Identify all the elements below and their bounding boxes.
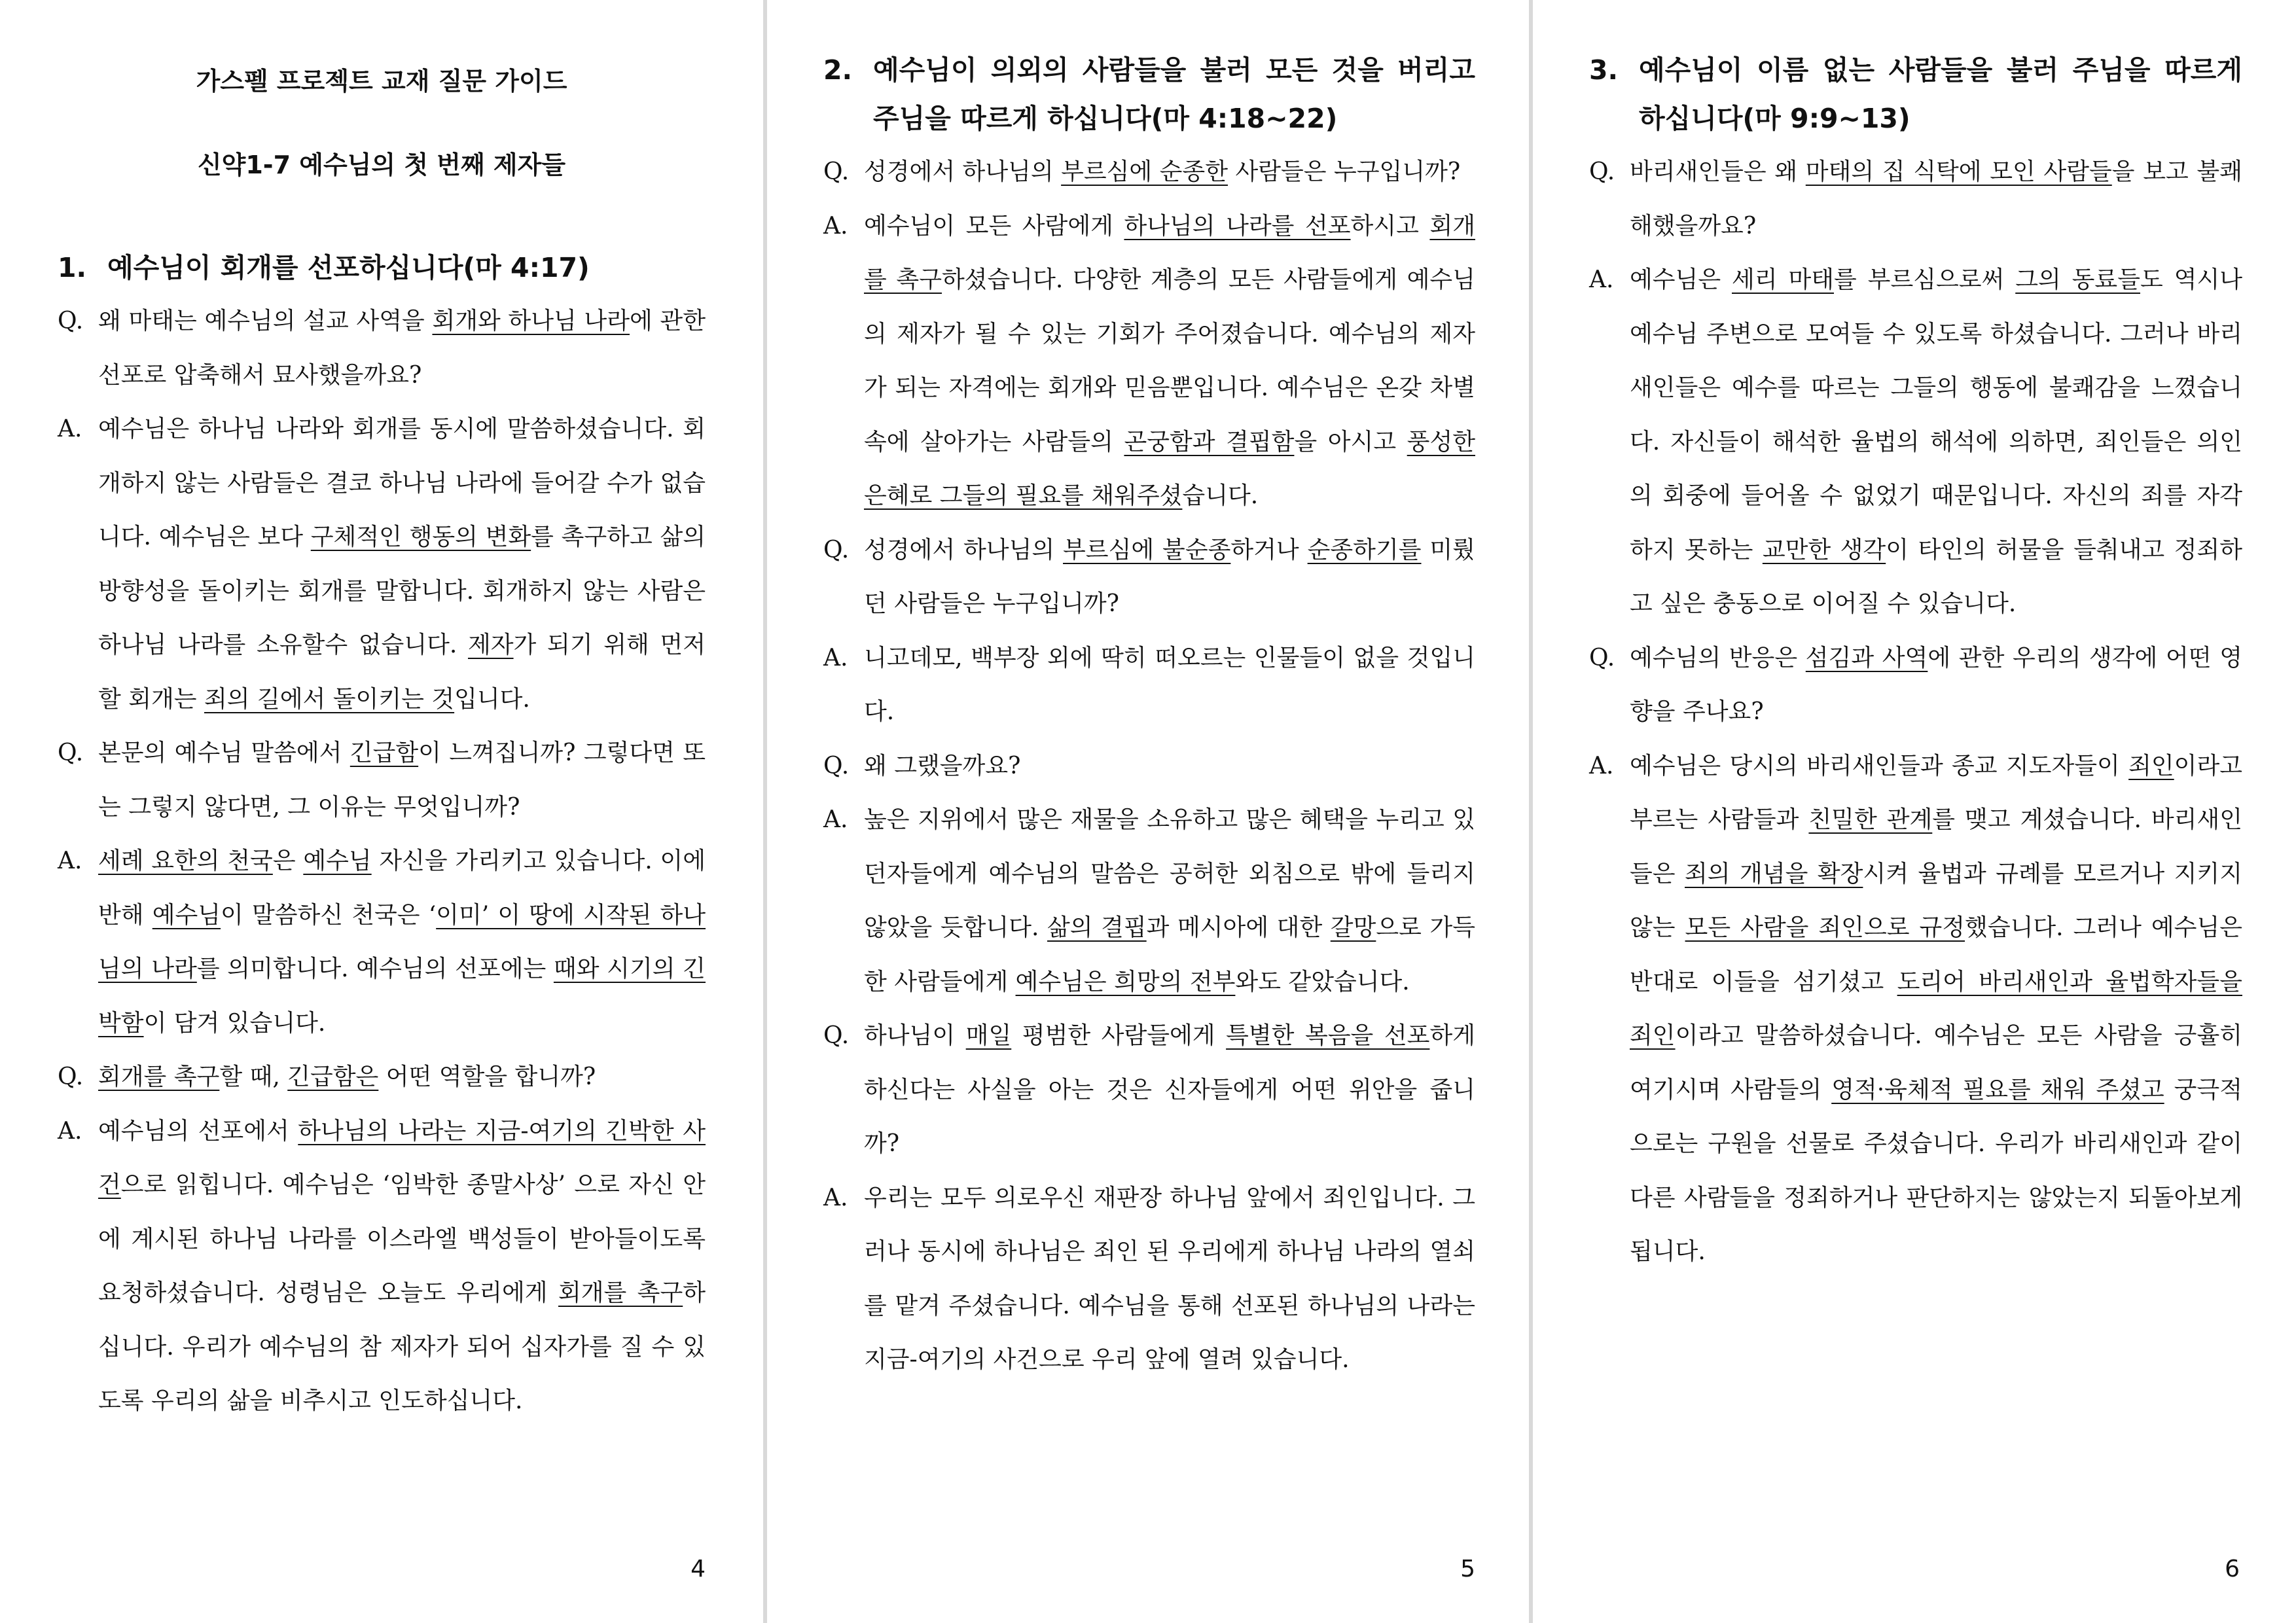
underlined-phrase: 긴급함은 — [287, 1063, 379, 1090]
text-run: 이라고 말씀하셨습니다. 예수님은 모든 사람을 긍휼히 여기시며 사람들의 — [1630, 1022, 2242, 1103]
text-run: 가 되기 위해 먼저 할 회개는 — [98, 632, 706, 713]
question-item — [58, 726, 706, 834]
answer-item — [823, 200, 1475, 524]
qa-list — [58, 294, 706, 1429]
underlined-phrase: 하나님의 나라는 지금-여기의 긴박한 사건 — [98, 1117, 706, 1198]
qa-text — [864, 200, 1475, 524]
section-title: 예수님이 의외의 사람들을 불러 모든 것을 버리고 주님을 따르게 하십니다(마 4:18~22) — [873, 54, 1475, 134]
underlined-phrase: 친밀한 관계 — [1808, 806, 1933, 833]
page-number: 6 — [2225, 1556, 2240, 1582]
text-run: 궁극적으로는 구원을 선물로 주셨습니다. 우리가 바리새인과 같이다른 사람들을 정죄하거나 판단하지는 않았는지 되돌아보게 됩니다. — [1630, 1076, 2242, 1265]
qa-text — [98, 834, 706, 1050]
underlined-phrase: 회개를 촉구 — [864, 212, 1475, 293]
text-run: 를 부르심으로써 — [1834, 266, 2016, 293]
answer-mark: A. — [1589, 752, 1614, 779]
text-run: 에 관한 우리의 생각에 어떤 영향을 주나요? — [1630, 644, 2243, 725]
underlined-phrase: 회개와 하나님 나라 — [432, 308, 630, 334]
page-number: 5 — [1460, 1556, 1475, 1582]
text-run: 니고데모, 백부장 외에 딱히 떠오르는 인물들이 없을 것입니다. — [864, 644, 1475, 725]
text-run: 시켜 율법과 규례를 모르거나 지키지 않는 — [1630, 860, 2242, 941]
underlined-phrase: 도리어 바리새인과 율법학자들을 죄인 — [1630, 968, 2242, 1049]
answer-item — [823, 1171, 1475, 1387]
qa-text — [864, 1009, 1475, 1171]
text-run: 에 관한 선포로 압축해서 묘사했을까요? — [98, 308, 706, 389]
answer-item — [58, 834, 706, 1050]
text-run: 자신을 가리키고 있습니다. 이에 반해 — [98, 847, 706, 929]
text-run: 하거나 — [1230, 536, 1308, 563]
section-number: 2. — [823, 54, 853, 86]
underlined-phrase: 부르심에 순종한 — [1061, 158, 1228, 185]
lesson-title: 신약1-7 예수님의 첫 번째 제자들 — [197, 151, 566, 179]
text-run: 성경에서 하나님의 — [864, 158, 1062, 185]
answer-mark: A. — [823, 212, 848, 240]
text-run: 습니다. — [1182, 482, 1259, 509]
qa-text — [864, 740, 1475, 794]
answer-mark: A. — [58, 847, 82, 874]
page-left — [0, 0, 763, 1623]
question-item — [823, 740, 1475, 794]
question-item — [58, 1050, 706, 1105]
text-run: 하게 하신다는 사실을 아는 것은 신자들에게 어떤 위안을 줍니까? — [864, 1022, 1475, 1157]
qa-text — [864, 632, 1475, 740]
text-run: 예수님은 하나님 나라와 회개를 동시에 말씀하셨습니다. 회개하지 않는 사람들은 결코 하나님 나라에 들어갈 수가 없습니다. 예수님은 보다 — [98, 416, 706, 550]
underlined-phrase: 죄의 길에서 돌이키는 것 — [204, 685, 455, 713]
page-middle — [767, 0, 1529, 1623]
underlined-phrase: 영적·육체적 필요를 채워 주셨고 — [1831, 1076, 2164, 1103]
underlined-phrase: 제자 — [467, 632, 514, 658]
text-run: 이라고 부르는 사람들과 — [1630, 752, 2242, 833]
question-mark: Q. — [58, 1063, 84, 1090]
underlined-phrase: 풍성한 은혜로 그들의 필요를 채워주셨 — [864, 428, 1475, 509]
section-number: 1. — [58, 252, 87, 283]
answer-mark: A. — [823, 1184, 848, 1211]
underlined-phrase: 구체적인 행동의 변화 — [310, 524, 531, 550]
qa-text — [864, 145, 1475, 200]
question-mark: Q. — [1589, 158, 1615, 185]
text-run: 예수님의 선포에서 — [98, 1117, 298, 1145]
qa-text — [864, 1171, 1475, 1387]
qa-text — [1630, 145, 2242, 253]
text-run: 하시고 — [1350, 212, 1430, 240]
text-run: 본문의 예수님 말씀에서 — [98, 740, 350, 766]
question-item — [823, 145, 1475, 200]
underlined-phrase: 세례 요한의 천국 — [98, 847, 273, 874]
text-run: 왜 그랬을까요? — [864, 752, 1021, 779]
answer-item — [823, 632, 1475, 740]
answer-mark: A. — [58, 1117, 82, 1145]
text-run: 왜 마태는 예수님의 설교 사역을 — [98, 308, 433, 334]
text-run: 와도 같았습니다. — [1235, 968, 1410, 995]
question-mark: Q. — [823, 158, 850, 185]
answer-mark: A. — [823, 644, 848, 671]
qa-text — [864, 524, 1475, 632]
section-heading-2 — [823, 46, 1475, 143]
answer-mark: A. — [58, 416, 82, 442]
text-run: 사람들은 누구입니까? — [1228, 158, 1461, 185]
answer-mark: A. — [823, 806, 848, 833]
underlined-phrase: 부르심에 불순종 — [1063, 536, 1231, 563]
document-title: 가스펠 프로젝트 교재 질문 가이드 — [196, 67, 567, 96]
text-run: 과 메시아에 대한 — [1146, 914, 1331, 941]
text-run: 예수님은 당시의 바리새인들과 종교 지도자들이 — [1630, 752, 2129, 779]
qa-text — [1630, 632, 2242, 740]
question-mark: Q. — [823, 1022, 850, 1049]
text-run: 예수님은 — [1630, 266, 1732, 293]
text-run: 이 타인의 허물을 들춰내고 정죄하고 싶은 충동으로 이어질 수 있습니다. — [1630, 536, 2242, 617]
text-run: 이 말씀하신 천국은 ‘ — [221, 901, 437, 929]
underlined-phrase: 죄의 개념을 확장 — [1685, 860, 1863, 887]
underlined-phrase: 회개를 촉구 — [98, 1063, 220, 1090]
answer-item — [1589, 253, 2242, 632]
qa-text — [1630, 253, 2242, 632]
underlined-phrase: 매일 — [965, 1022, 1012, 1049]
section-heading-3 — [1589, 46, 2242, 143]
text-run: 도 역시나 예수님 주변으로 모여들 수 있도록 하셨습니다. 그러나 바리새인들은 예수를 따르는 그들의 행동에 불쾌감을 느꼈습니다. 자신들이 해석한 율법의 해석에 의하면, 죄인들은 의인의 회중에 들어올 수 없었기 때문입니다. 자신의 죄를 자각하지 못하는 — [1630, 266, 2242, 563]
text-run: 을 아시고 — [1294, 428, 1407, 455]
page-right — [1533, 0, 2296, 1623]
answer-mark: A. — [1589, 266, 1614, 293]
text-run: 예수님이 모든 사람에게 — [864, 212, 1124, 240]
question-mark: Q. — [58, 308, 84, 334]
text-run: 예수님의 반응은 — [1630, 644, 1806, 671]
underlined-phrase: 곤궁함과 결핍함 — [1124, 428, 1295, 455]
underlined-phrase: 그의 동료들 — [2015, 266, 2140, 293]
text-run: 이 담겨 있습니다. — [143, 1009, 326, 1037]
question-item — [1589, 632, 2242, 740]
question-mark: Q. — [58, 740, 84, 766]
text-run: 은 — [272, 847, 304, 874]
text-run: 하나님이 — [864, 1022, 966, 1049]
underlined-phrase: 긴급함 — [350, 740, 419, 766]
underlined-phrase: 순종하기를 — [1307, 536, 1422, 563]
qa-text — [98, 402, 706, 726]
text-run: 우리는 모두 의로우신 재판장 하나님 앞에서 죄인입니다. 그러나 동시에 하나님은 죄인 된 우리에게 하나님 나라의 열쇠를 맡겨 주셨습니다. 예수님을 통해 선포된 하나님의 나라는 지금-여기의 사건으로 우리 앞에 열려 있습니다. — [864, 1184, 1475, 1373]
text-run: 했습니다. 그러나 예수님은 반대로 이들을 섬기셨고 — [1630, 914, 2242, 995]
qa-text — [98, 294, 706, 402]
section-heading-1 — [58, 243, 706, 292]
text-run: 할 때, — [219, 1063, 288, 1090]
page-number: 4 — [691, 1556, 706, 1582]
question-mark: Q. — [823, 752, 850, 779]
answer-item — [1589, 740, 2242, 1279]
question-item — [58, 294, 706, 402]
text-run: 이 느껴집니까? 그렇다면 또는 그렇지 않다면, 그 이유는 무엇입니까? — [98, 740, 706, 821]
underlined-phrase: 세리 마태 — [1732, 266, 1834, 293]
section-title: 예수님이 이름 없는 사람들을 불러 주님을 따르게 하십니다(마 9:9~13) — [1639, 54, 2242, 134]
qa-text — [1630, 740, 2242, 1279]
section-number: 3. — [1589, 54, 1619, 86]
question-item — [823, 1009, 1475, 1171]
underlined-phrase: 예수님은 희망의 전부 — [1015, 968, 1236, 995]
text-run: 하십니다. 우리가 예수님의 참 제자가 되어 십자가를 질 수 있도록 우리의 삶을 비추시고 인도하십니다. — [98, 1279, 706, 1414]
text-run: 을 보고 불쾌해했을까요? — [1630, 158, 2242, 240]
text-run: 어떤 역할을 합니까? — [378, 1063, 596, 1090]
text-run: 하셨습니다. 다양한 계층의 모든 사람들에게 예수님의 제자가 될 수 있는 기회가 주어졌습니다. 예수님의 제자가 되는 자격에는 회개와 믿음뿐입니다. 예수님은 온갖 차별 속에 살아가는 사람들의 — [864, 266, 1475, 455]
underlined-phrase: 마태의 집 식탁에 모인 사람들 — [1805, 158, 2112, 185]
text-run: 평범한 사람들에게 — [1011, 1022, 1227, 1049]
underlined-phrase: 예수님 — [152, 901, 221, 929]
answer-item — [58, 1105, 706, 1429]
text-run: 를 촉구하고 삶의 방향성을 돌이키는 회개를 말합니다. 회개하지 않는 사람은 하나님 나라를 소유할수 없습니다. — [98, 524, 706, 658]
question-mark: Q. — [1589, 644, 1615, 671]
qa-list — [823, 145, 1475, 1387]
text-run: 미뤘던 사람들은 누구입니까? — [864, 536, 1475, 617]
qa-list — [1589, 145, 2242, 1279]
qa-text — [98, 726, 706, 834]
underlined-phrase: 특별한 복음을 선포 — [1226, 1022, 1430, 1049]
underlined-phrase: 예수님 — [303, 847, 372, 874]
text-run: 높은 지위에서 많은 재물을 소유하고 많은 혜택을 누리고 있던자들에게 예수님의 말씀은 공허한 외침으로 밖에 들리지 않았을 듯합니다. — [864, 806, 1475, 941]
text-run: 성경에서 하나님의 — [864, 536, 1064, 563]
underlined-phrase: 교만한 생각 — [1762, 536, 1886, 563]
qa-text — [98, 1105, 706, 1429]
underlined-phrase: 때와 시기의 긴박함 — [98, 955, 706, 1037]
underlined-phrase: 죄인 — [2128, 752, 2174, 779]
text-run: 입니다. — [454, 685, 530, 713]
underlined-phrase: 하나님의 나라를 선포 — [1124, 212, 1351, 240]
underlined-phrase: 섬김과 사역 — [1805, 644, 1928, 671]
underlined-phrase: 갈망 — [1330, 914, 1376, 941]
text-run: 으로 가득한 사람들에게 — [864, 914, 1476, 995]
qa-text — [98, 1050, 706, 1105]
text-run: 으로 읽힙니다. 예수님은 ‘임박한 종말사상’ 으로 자신 안에 계시된 하나님 나라를 이스라엘 백성들이 받아들이도록 요청하셨습니다. 성령님은 오늘도 우리에게 — [98, 1171, 706, 1306]
question-item — [1589, 145, 2242, 253]
qa-text — [864, 793, 1475, 1009]
answer-item — [58, 402, 706, 726]
underlined-phrase: 이미’ 이 땅에 시작된 하나님의 나라 — [98, 901, 706, 982]
question-item — [823, 524, 1475, 632]
section-title: 예수님이 회개를 선포하십니다(마 4:17) — [107, 252, 590, 283]
text-run: 를 맺고 계셨습니다. 바리새인들은 — [1630, 806, 2242, 887]
text-run: 바리새인들은 왜 — [1630, 158, 1806, 185]
question-mark: Q. — [823, 536, 850, 563]
underlined-phrase: 삶의 결핍 — [1047, 914, 1147, 941]
answer-item — [823, 793, 1475, 1009]
text-run: 를 의미합니다. 예수님의 선포에는 — [196, 955, 554, 982]
underlined-phrase: 모든 사람을 죄인으로 규정 — [1685, 914, 1965, 941]
underlined-phrase: 회개를 촉구 — [558, 1279, 683, 1306]
